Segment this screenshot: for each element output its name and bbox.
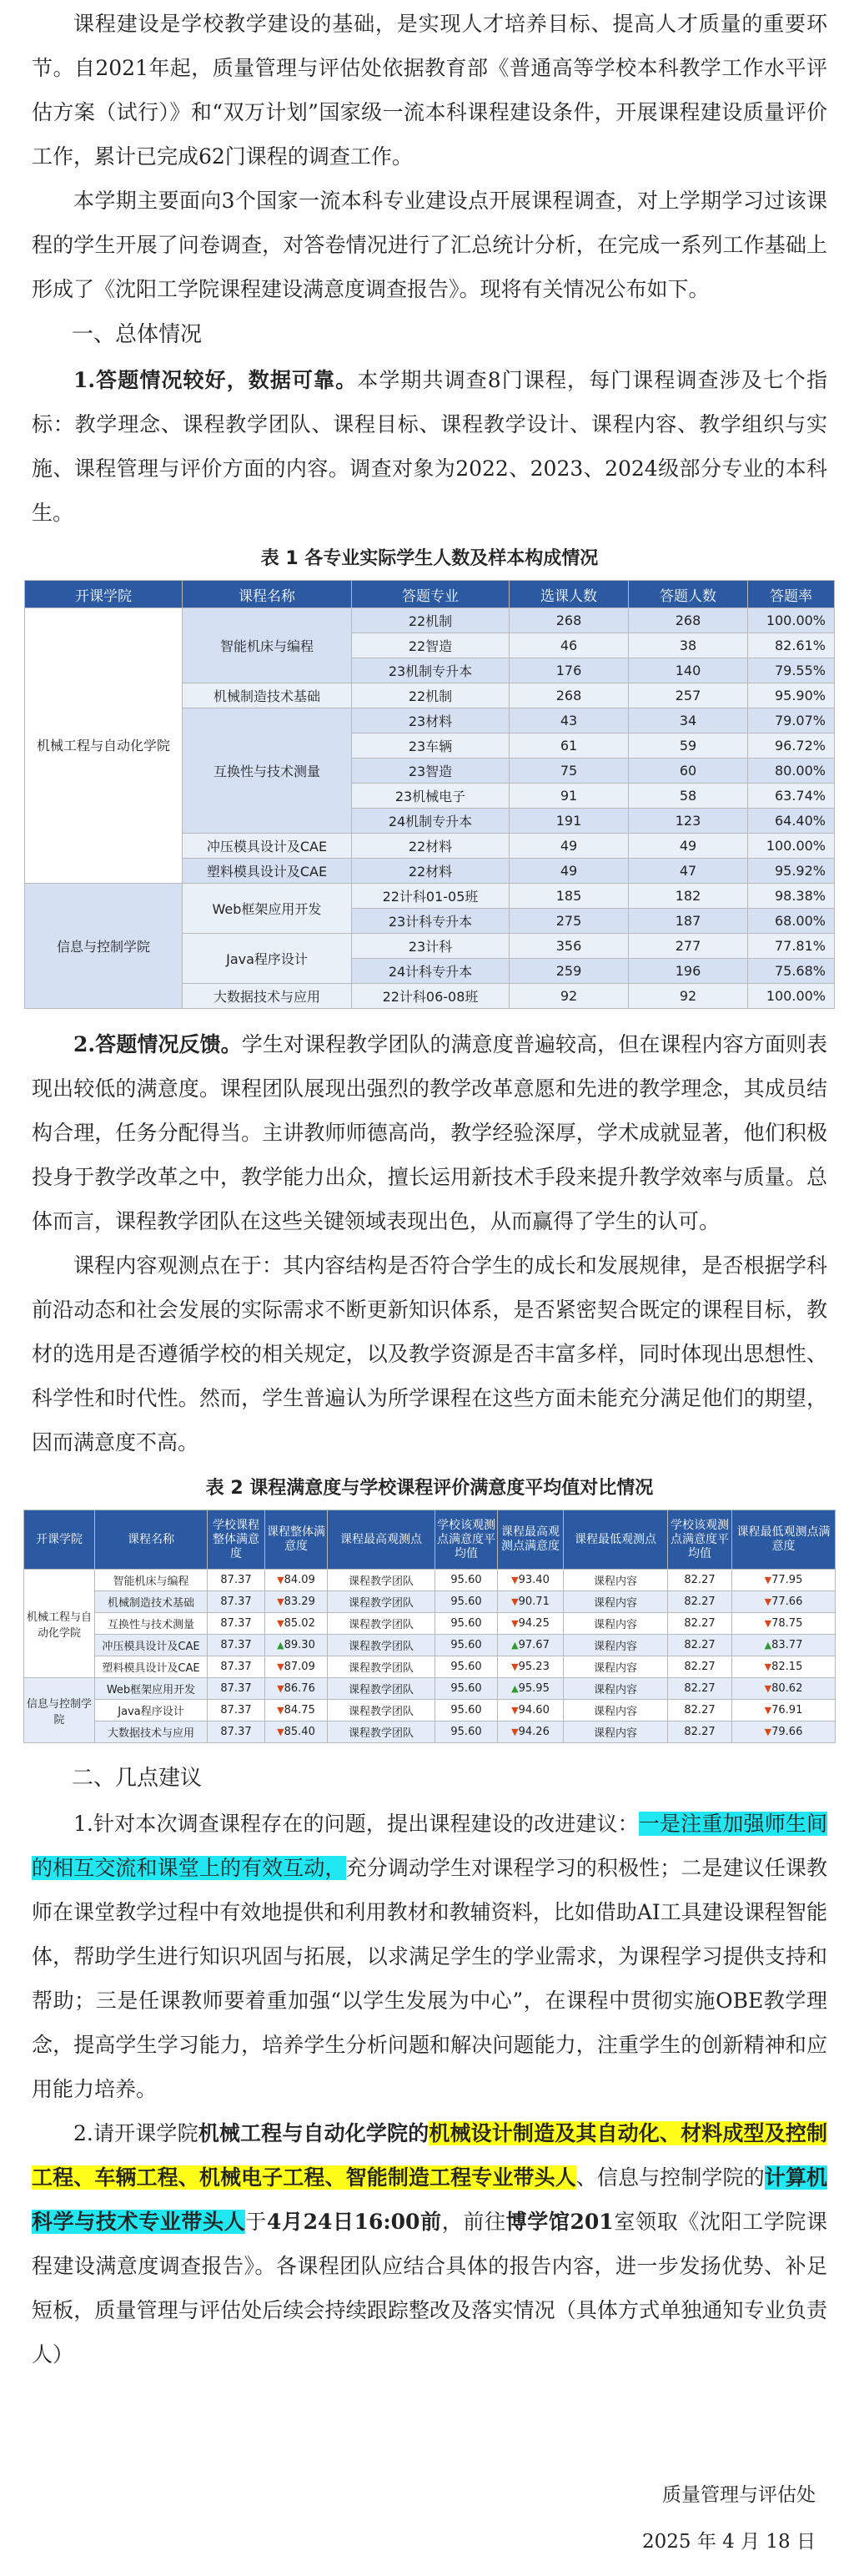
table1-header-course: 课程名称 (183, 581, 352, 608)
table1-answered-cell: 182 (629, 884, 748, 909)
table2-school-overall-cell: 87.37 (208, 1700, 265, 1722)
table2-college-info: 信息与控制学院 (24, 1678, 95, 1743)
suggestion-2-deadline: 4月24日16:00前 (266, 2210, 442, 2234)
value-text: 89.30 (284, 1639, 315, 1651)
table2-course-high-cell (498, 1570, 564, 1591)
table1-rate-cell: 79.07% (748, 708, 835, 733)
table2-header-course-low: 课程最低观测点满意度 (732, 1510, 836, 1570)
overview-text-1: 本学期共调查8门课程，每门课程调查涉及七个指标：教学理念、课程教学团队、课程目标、课程教学设计、课程内容、教学组织与实施、课程管理与评价方面的内容。调查对象为2022、2023、2024级部分专业的本科生。 (32, 368, 827, 525)
table1-enrolled-cell: 268 (510, 683, 629, 708)
table1-enrolled-cell: 275 (510, 909, 629, 934)
table2-high-point-cell: 课程教学团队 (328, 1635, 435, 1656)
table-row (25, 884, 835, 909)
table2-school-low-avg-cell: 82.27 (668, 1635, 732, 1656)
overview-paragraph-1 (32, 358, 827, 535)
table1-rate-cell: 79.55% (748, 658, 835, 683)
table1-rate-cell: 80.00% (748, 759, 835, 784)
table2-course-cell: 塑料模具设计及CAE (95, 1656, 208, 1678)
table1-rate-cell: 100.00% (748, 608, 835, 633)
table1-rate-cell: 95.90% (748, 683, 835, 708)
table1-answered-cell: 60 (629, 759, 748, 784)
value-text: 82.15 (771, 1661, 803, 1673)
table1-enrolled-cell: 185 (510, 884, 629, 909)
table1-course-cell: 冲压模具设计及CAE (183, 834, 352, 859)
table2-school-high-avg-cell: 95.60 (435, 1635, 498, 1656)
arrow-down-icon: ▼ (277, 1618, 284, 1629)
value-text: 86.76 (284, 1682, 315, 1695)
table2-school-high-avg-cell: 95.60 (435, 1700, 498, 1722)
table1-enrolled-cell: 91 (510, 784, 629, 809)
overview-lead-1: 1.答题情况较好，数据可靠。 (73, 368, 358, 392)
table1-enrolled-cell: 49 (510, 859, 629, 884)
table2-low-point-cell: 课程内容 (564, 1678, 668, 1700)
overview-text-2: 学生对课程教学团队的满意度普遍较高，但在课程内容方面则表现出较低的满意度。课程团队展现出强烈的教学改革意愿和先进的教学理念，其成员结构合理，任务分配得当。主讲教师师德高尚，教学经验深厚，学术成就显著，他们积极投身于教学改革之中，教学能力出众，擅长运用新技术手段来提升教学效率与质量。总体而言，课程教学团队在这些关键领域表现出色，从而赢得了学生的认可。 (32, 1032, 827, 1233)
table2-school-high-avg-cell: 95.60 (435, 1656, 498, 1678)
table1-rate-cell: 64.40% (748, 809, 835, 834)
table2-header-course-high: 课程最高观测点满意度 (498, 1510, 564, 1570)
arrow-down-icon: ▼ (511, 1618, 519, 1629)
arrow-up-icon: ▲ (511, 1683, 519, 1694)
table1-rate-cell: 75.68% (748, 959, 835, 984)
value-text: 85.02 (284, 1617, 315, 1630)
table2-low-point-cell: 课程内容 (564, 1570, 668, 1591)
table1-major-cell: 23智造 (352, 759, 510, 784)
intro-paragraph-2: 本学期主要面向3个国家一流本科专业建设点开展课程调查，对上学期学习过该课程的学生开展了问卷调查，对答卷情况进行了汇总统计分析，在完成一系列工作基础上形成了《沈阳工学院课程建设满意度调查报告》。现将有关情况公布如下。 (32, 189, 827, 301)
value-text: 80.62 (771, 1682, 803, 1695)
value-text: 90.71 (518, 1596, 550, 1608)
overview-paragraph-2 (32, 1022, 827, 1243)
table1-enrolled-cell: 75 (510, 759, 629, 784)
table-row (24, 1656, 836, 1678)
table1-caption: 表 1 各专业实际学生人数及样本构成情况 (260, 548, 599, 569)
table2-school-overall-cell: 87.37 (208, 1656, 265, 1678)
suggestion-2-part-f: 于 (245, 2210, 267, 2234)
overview-lead-2: 2.答题情况反馈。 (73, 1032, 242, 1056)
table1-course-cell: 塑料模具设计及CAE (183, 859, 352, 884)
table1-major-cell: 22机制 (352, 608, 510, 633)
table1-enrolled-cell: 356 (510, 934, 629, 959)
table1-major-cell: 22智造 (352, 633, 510, 658)
table1-enrolled-cell: 46 (510, 633, 629, 658)
table2-school-high-avg-cell: 95.60 (435, 1613, 498, 1635)
table1-enrolled-cell: 49 (510, 834, 629, 859)
table2-header-course-overall: 课程整体满意度 (265, 1510, 328, 1570)
table2-high-point-cell: 课程教学团队 (328, 1570, 435, 1591)
table2-course-low-cell (732, 1678, 836, 1700)
table1-course-cell: 大数据技术与应用 (183, 984, 352, 1009)
table2-school-low-avg-cell: 82.27 (668, 1656, 732, 1678)
arrow-down-icon: ▼ (277, 1705, 284, 1716)
table2-course-cell: 大数据技术与应用 (95, 1722, 208, 1743)
table2-school-low-avg-cell: 82.27 (668, 1700, 732, 1722)
value-text: 95.95 (518, 1682, 550, 1695)
table1-major-cell: 23机制专升本 (352, 658, 510, 683)
table2-school-overall-cell: 87.37 (208, 1570, 265, 1591)
table1-header-rate: 答题率 (748, 581, 835, 608)
table2-low-point-cell: 课程内容 (564, 1656, 668, 1678)
table2-header-course: 课程名称 (95, 1510, 208, 1570)
table2-school-high-avg-cell: 95.60 (435, 1591, 498, 1613)
table1-answered-cell: 187 (629, 909, 748, 934)
table1-answered-cell: 49 (629, 834, 748, 859)
table2-course-high-cell (498, 1700, 564, 1722)
value-text: 77.66 (771, 1596, 803, 1608)
table1-rate-cell: 100.00% (748, 984, 835, 1009)
suggestion-paragraph-2 (32, 2111, 827, 2377)
arrow-down-icon: ▼ (764, 1596, 772, 1607)
arrow-down-icon: ▼ (764, 1661, 772, 1672)
table1-major-cell: 23计科 (352, 934, 510, 959)
table1-major-cell: 23计科专升本 (352, 909, 510, 934)
table-row (24, 1635, 836, 1656)
value-text: 83.29 (284, 1596, 315, 1608)
suggestion-2-college-mechanical: 机械工程与自动化学院的 (198, 2121, 430, 2145)
table1-answered-cell: 34 (629, 708, 748, 733)
value-text: 85.40 (284, 1726, 315, 1738)
table2-college-mechanical: 机械工程与自动化学院 (24, 1570, 95, 1678)
table1-sample-composition (24, 580, 835, 1009)
table2-header-high-point: 课程最高观测点 (328, 1510, 435, 1570)
section-heading-overview: 一、总体情况 (72, 322, 203, 347)
table1-major-cell: 22计科06-08班 (352, 984, 510, 1009)
table2-course-overall-cell (265, 1570, 328, 1591)
table-row (24, 1678, 836, 1700)
table1-rate-cell: 77.81% (748, 934, 835, 959)
arrow-up-icon: ▲ (511, 1640, 519, 1651)
value-text: 94.60 (518, 1704, 550, 1716)
value-text: 84.09 (284, 1574, 315, 1586)
table1-answered-cell: 92 (629, 984, 748, 1009)
document-body (26, 0, 831, 2377)
table2-course-low-cell (732, 1722, 836, 1743)
suggestion-1-highlight: 一是注重加强师生间的相互交流和课堂上的有效互动， (32, 1812, 827, 1880)
arrow-down-icon: ▼ (277, 1575, 284, 1585)
arrow-down-icon: ▼ (511, 1596, 519, 1607)
table2-course-cell: 冲压模具设计及CAE (95, 1635, 208, 1656)
table1-answered-cell: 268 (629, 608, 748, 633)
table1-answered-cell: 59 (629, 733, 748, 759)
table2-school-low-avg-cell: 82.27 (668, 1591, 732, 1613)
table1-rate-cell: 98.38% (748, 884, 835, 909)
table2-course-high-cell (498, 1635, 564, 1656)
suggestion-1-rest: 充分调动学生对课程学习的积极性；二是建议任课教师在课堂教学过程中有效地提供和利用教材和教辅资料，比如借助AI工具建设课程智能体，帮助学生进行知识巩固与拓展，以求满足学生的学业需求，为课程学习提供支持和帮助；三是任课教师要着重加强“以学生发展为中心”，在课程中贯彻实施OBE教学理念，提高学生学习能力，培养学生分析问题和解决问题能力，注重学生的创新精神和应用能力培养。 (32, 1856, 827, 2101)
suggestion-2-part-j: 室领取《沈阳工学院课程建设满意度调查报告》。各课程团队应结合具体的报告内容，进一步发扬优势、补足短板，质量管理与评估处后续会持续跟踪整改及落实情况（具体方式单独通知专业负责人） (32, 2210, 827, 2367)
table2-course-overall-cell (265, 1591, 328, 1613)
table1-answered-cell: 257 (629, 683, 748, 708)
table1-major-cell: 24机制专升本 (352, 809, 510, 834)
table2-school-high-avg-cell: 95.60 (435, 1678, 498, 1700)
table1-enrolled-cell: 61 (510, 733, 629, 759)
table2-course-low-cell (732, 1591, 836, 1613)
value-text: 97.67 (518, 1639, 550, 1651)
table2-course-low-cell (732, 1656, 836, 1678)
table2-course-low-cell (732, 1570, 836, 1591)
table2-low-point-cell: 课程内容 (564, 1613, 668, 1635)
table2-low-point-cell: 课程内容 (564, 1700, 668, 1722)
table2-course-high-cell (498, 1722, 564, 1743)
table-row (24, 1591, 836, 1613)
table2-course-high-cell (498, 1656, 564, 1678)
table-row (24, 1700, 836, 1722)
table1-major-cell: 22材料 (352, 859, 510, 884)
table-row (24, 1613, 836, 1635)
table2-low-point-cell: 课程内容 (564, 1722, 668, 1743)
table2-school-high-avg-cell: 95.60 (435, 1722, 498, 1743)
table2-header-school-overall: 学校课程整体满意度 (208, 1510, 265, 1570)
table1-major-cell: 23车辆 (352, 733, 510, 759)
table1-answered-cell: 277 (629, 934, 748, 959)
overview-paragraph-3: 课程内容观测点在于：其内容结构是否符合学生的成长和发展规律，是否根据学科前沿动态和社会发展的实际需求不断更新知识体系，是否紧密契合既定的课程目标，教材的选用是否遵循学校的相关规定，以及教学资源是否丰富多样，同时体现出思想性、科学性和时代性。然而，学生普遍认为所学课程在这些方面未能充分满足他们的期望，因而满意度不高。 (32, 1253, 827, 1454)
section-heading-suggestions: 二、几点建议 (72, 1766, 203, 1791)
table1-major-cell: 23机械电子 (352, 784, 510, 809)
table2-header-low-point: 课程最低观测点 (564, 1510, 668, 1570)
table2-course-cell: Java程序设计 (95, 1700, 208, 1722)
table1-major-cell: 22机制 (352, 683, 510, 708)
value-text: 84.75 (284, 1704, 315, 1716)
value-text: 78.75 (771, 1617, 803, 1630)
table-row (24, 1570, 836, 1591)
table2-school-overall-cell: 87.37 (208, 1722, 265, 1743)
table2-low-point-cell: 课程内容 (564, 1591, 668, 1613)
suggestion-1-intro: 1.针对本次调查课程存在的问题，提出课程建设的改进建议： (73, 1812, 639, 1836)
table1-header-college: 开课学院 (25, 581, 183, 608)
suggestion-paragraph-1 (32, 1802, 827, 2111)
arrow-down-icon: ▼ (764, 1618, 772, 1629)
table1-enrolled-cell: 268 (510, 608, 629, 633)
suggestion-2-cs-highlight: 计算机科学与技术专业带头人 (32, 2165, 827, 2234)
intro-paragraph-1: 课程建设是学校教学建设的基础，是实现人才培养目标、提高人才质量的重要环节。自2021年起，质量管理与评估处依据教育部《普通高等学校本科教学工作水平评估方案（试行）》和“双万计划”国家级一流本科课程建设条件，开展课程建设质量评价工作，累计已完成62门课程的调查工作。 (32, 12, 827, 169)
table1-major-cell: 22计科01-05班 (352, 884, 510, 909)
arrow-down-icon: ▼ (511, 1575, 519, 1585)
signature-block (642, 2472, 816, 2565)
arrow-down-icon: ▼ (511, 1727, 519, 1737)
table2-course-cell: 互换性与技术测量 (95, 1613, 208, 1635)
table2-high-point-cell: 课程教学团队 (328, 1656, 435, 1678)
value-text: 94.26 (518, 1726, 550, 1738)
table2-body (24, 1570, 836, 1743)
table2-school-low-avg-cell: 82.27 (668, 1722, 732, 1743)
table1-answered-cell: 38 (629, 633, 748, 658)
table2-header-college: 开课学院 (24, 1510, 95, 1570)
table2-course-high-cell (498, 1591, 564, 1613)
table2-course-overall-cell (265, 1613, 328, 1635)
value-text: 76.91 (771, 1704, 803, 1716)
table2-course-cell: 智能机床与编程 (95, 1570, 208, 1591)
table1-enrolled-cell: 92 (510, 984, 629, 1009)
table2-high-point-cell: 课程教学团队 (328, 1613, 435, 1635)
table2-header-school-high-avg: 学校该观测点满意度平均值 (435, 1510, 498, 1570)
table1-course-cell: Java程序设计 (183, 934, 352, 984)
table2-low-point-cell: 课程内容 (564, 1635, 668, 1656)
arrow-down-icon: ▼ (277, 1727, 284, 1737)
table1-rate-cell: 68.00% (748, 909, 835, 934)
suggestion-2-majors-highlight: 机械设计制造及其自动化、材料成型及控制工程、车辆工程、机械电子工程、智能制造工程专业带头人 (32, 2121, 827, 2190)
table2-satisfaction-comparison (23, 1510, 836, 1743)
value-text: 87.09 (284, 1661, 315, 1673)
table1-enrolled-cell: 191 (510, 809, 629, 834)
table1-rate-cell: 95.92% (748, 859, 835, 884)
table1-answered-cell: 47 (629, 859, 748, 884)
table2-high-point-cell: 课程教学团队 (328, 1678, 435, 1700)
signature-date: 2025 年 4 月 18 日 (642, 2531, 816, 2553)
table2-high-point-cell: 课程教学团队 (328, 1591, 435, 1613)
suggestion-2-part-a: 2.请开课学院 (73, 2121, 198, 2145)
value-text: 83.77 (771, 1639, 803, 1651)
arrow-down-icon: ▼ (277, 1596, 284, 1607)
value-text: 79.66 (771, 1726, 803, 1738)
table2-school-low-avg-cell: 82.27 (668, 1613, 732, 1635)
table2-high-point-cell: 课程教学团队 (328, 1700, 435, 1722)
table-row (25, 608, 835, 633)
table1-answered-cell: 58 (629, 784, 748, 809)
table2-school-overall-cell: 87.37 (208, 1591, 265, 1613)
table2-course-low-cell (732, 1613, 836, 1635)
arrow-down-icon: ▼ (277, 1661, 284, 1672)
table1-header-major: 答题专业 (352, 581, 510, 608)
arrow-up-icon: ▲ (764, 1640, 772, 1651)
table2-course-overall-cell (265, 1656, 328, 1678)
table1-rate-cell: 63.74% (748, 784, 835, 809)
table1-enrolled-cell: 43 (510, 708, 629, 733)
table2-course-overall-cell (265, 1635, 328, 1656)
table2-school-low-avg-cell: 82.27 (668, 1678, 732, 1700)
table2-header-row (24, 1510, 836, 1570)
table2-school-overall-cell: 87.37 (208, 1678, 265, 1700)
suggestion-2-part-d: 、信息与控制学院的 (575, 2165, 765, 2190)
arrow-down-icon: ▼ (277, 1683, 284, 1694)
arrow-down-icon: ▼ (764, 1727, 772, 1737)
table2-course-cell: 机械制造技术基础 (95, 1591, 208, 1613)
arrow-down-icon: ▼ (764, 1683, 772, 1694)
table2-course-low-cell (732, 1635, 836, 1656)
table1-course-cell: Web框架应用开发 (183, 884, 352, 934)
table1-college-info: 信息与控制学院 (25, 884, 183, 1009)
table1-course-cell: 互换性与技术测量 (183, 708, 352, 834)
table1-rate-cell: 96.72% (748, 733, 835, 759)
arrow-down-icon: ▼ (511, 1661, 519, 1672)
table2-caption: 表 2 课程满意度与学校课程评价满意度平均值对比情况 (205, 1478, 654, 1499)
table1-enrolled-cell: 259 (510, 959, 629, 984)
value-text: 95.23 (518, 1661, 550, 1673)
table2-course-overall-cell (265, 1722, 328, 1743)
table1-major-cell: 24计科专升本 (352, 959, 510, 984)
table1-course-cell: 智能机床与编程 (183, 608, 352, 683)
arrow-down-icon: ▼ (764, 1575, 772, 1585)
table-row (24, 1722, 836, 1743)
table2-school-overall-cell: 87.37 (208, 1635, 265, 1656)
arrow-down-icon: ▼ (511, 1705, 519, 1716)
arrow-down-icon: ▼ (764, 1705, 772, 1716)
suggestion-2-location: 博学馆201 (505, 2210, 614, 2234)
table1-header-enrolled: 选课人数 (510, 581, 629, 608)
table2-school-low-avg-cell: 82.27 (668, 1570, 732, 1591)
table2-course-high-cell (498, 1678, 564, 1700)
table2-course-overall-cell (265, 1678, 328, 1700)
table1-answered-cell: 123 (629, 809, 748, 834)
table1-major-cell: 22材料 (352, 834, 510, 859)
value-text: 77.95 (771, 1574, 803, 1586)
table1-answered-cell: 140 (629, 658, 748, 683)
value-text: 93.40 (518, 1574, 550, 1586)
table1-college-mechanical: 机械工程与自动化学院 (25, 608, 183, 884)
table1-rate-cell: 82.61% (748, 633, 835, 658)
value-text: 94.25 (518, 1617, 550, 1630)
table1-enrolled-cell: 176 (510, 658, 629, 683)
table1-course-cell: 机械制造技术基础 (183, 683, 352, 708)
table1-major-cell: 23材料 (352, 708, 510, 733)
table2-school-high-avg-cell: 95.60 (435, 1570, 498, 1591)
suggestion-2-part-h: ，前往 (441, 2210, 506, 2234)
signature-org: 质量管理与评估处 (662, 2484, 816, 2506)
table2-course-cell: Web框架应用开发 (95, 1678, 208, 1700)
table1-rate-cell: 100.00% (748, 834, 835, 859)
table2-course-high-cell (498, 1613, 564, 1635)
table2-header-school-low-avg: 学校该观测点满意度平均值 (668, 1510, 732, 1570)
arrow-up-icon: ▲ (277, 1640, 284, 1651)
table2-course-low-cell (732, 1700, 836, 1722)
table2-school-overall-cell: 87.37 (208, 1613, 265, 1635)
table2-high-point-cell: 课程教学团队 (328, 1722, 435, 1743)
table1-header-row (25, 581, 835, 608)
table1-answered-cell: 196 (629, 959, 748, 984)
table2-course-overall-cell (265, 1700, 328, 1722)
table1-header-answered: 答题人数 (629, 581, 748, 608)
